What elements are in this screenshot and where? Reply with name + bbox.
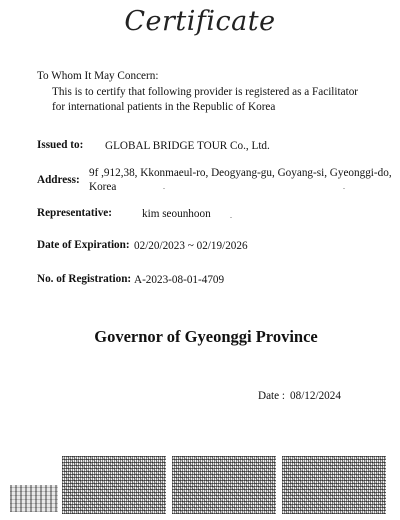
scan-artifact: [343, 188, 345, 189]
issuer-name: Governor of Gyeonggi Province: [94, 327, 318, 346]
issued-to-label: Issued to:: [37, 139, 84, 151]
salutation: To Whom It May Concern:: [37, 70, 159, 82]
representative-label: Representative:: [37, 207, 112, 219]
certification-statement-line-1: This is to certify that following provider is registered as a Facilitator: [52, 86, 359, 98]
scan-artifact: [230, 217, 232, 218]
date-label: Date :: [258, 390, 286, 402]
registration-value: A-2023-08-01-4709: [134, 274, 225, 286]
certificate-title: Certificate: [124, 6, 276, 37]
registration-label: No. of Registration:: [37, 273, 132, 285]
expiration-label: Date of Expiration:: [37, 239, 130, 251]
security-pattern-center: [172, 456, 276, 514]
address-label: Address:: [37, 174, 80, 186]
security-pattern-left: [62, 456, 166, 514]
expiration-value: 02/20/2023 ~ 02/19/2026: [134, 240, 248, 252]
issuer-logo-mark: [10, 485, 58, 512]
address-line-2: Korea: [89, 181, 117, 193]
security-pattern-right: [282, 456, 386, 514]
certification-statement-line-2: for international patients in the Republic of Korea: [52, 101, 276, 113]
scan-artifact: [163, 188, 165, 189]
date-value: 08/12/2024: [290, 390, 341, 402]
address-line-1: 9f ,912,38, Kkonmaeul-ro, Deogyang-gu, Goyang-si, Gyeonggi-do,: [89, 167, 392, 179]
representative-value: kim seounhoon: [142, 208, 211, 220]
issued-to-value: GLOBAL BRIDGE TOUR Co., Ltd.: [105, 140, 270, 152]
